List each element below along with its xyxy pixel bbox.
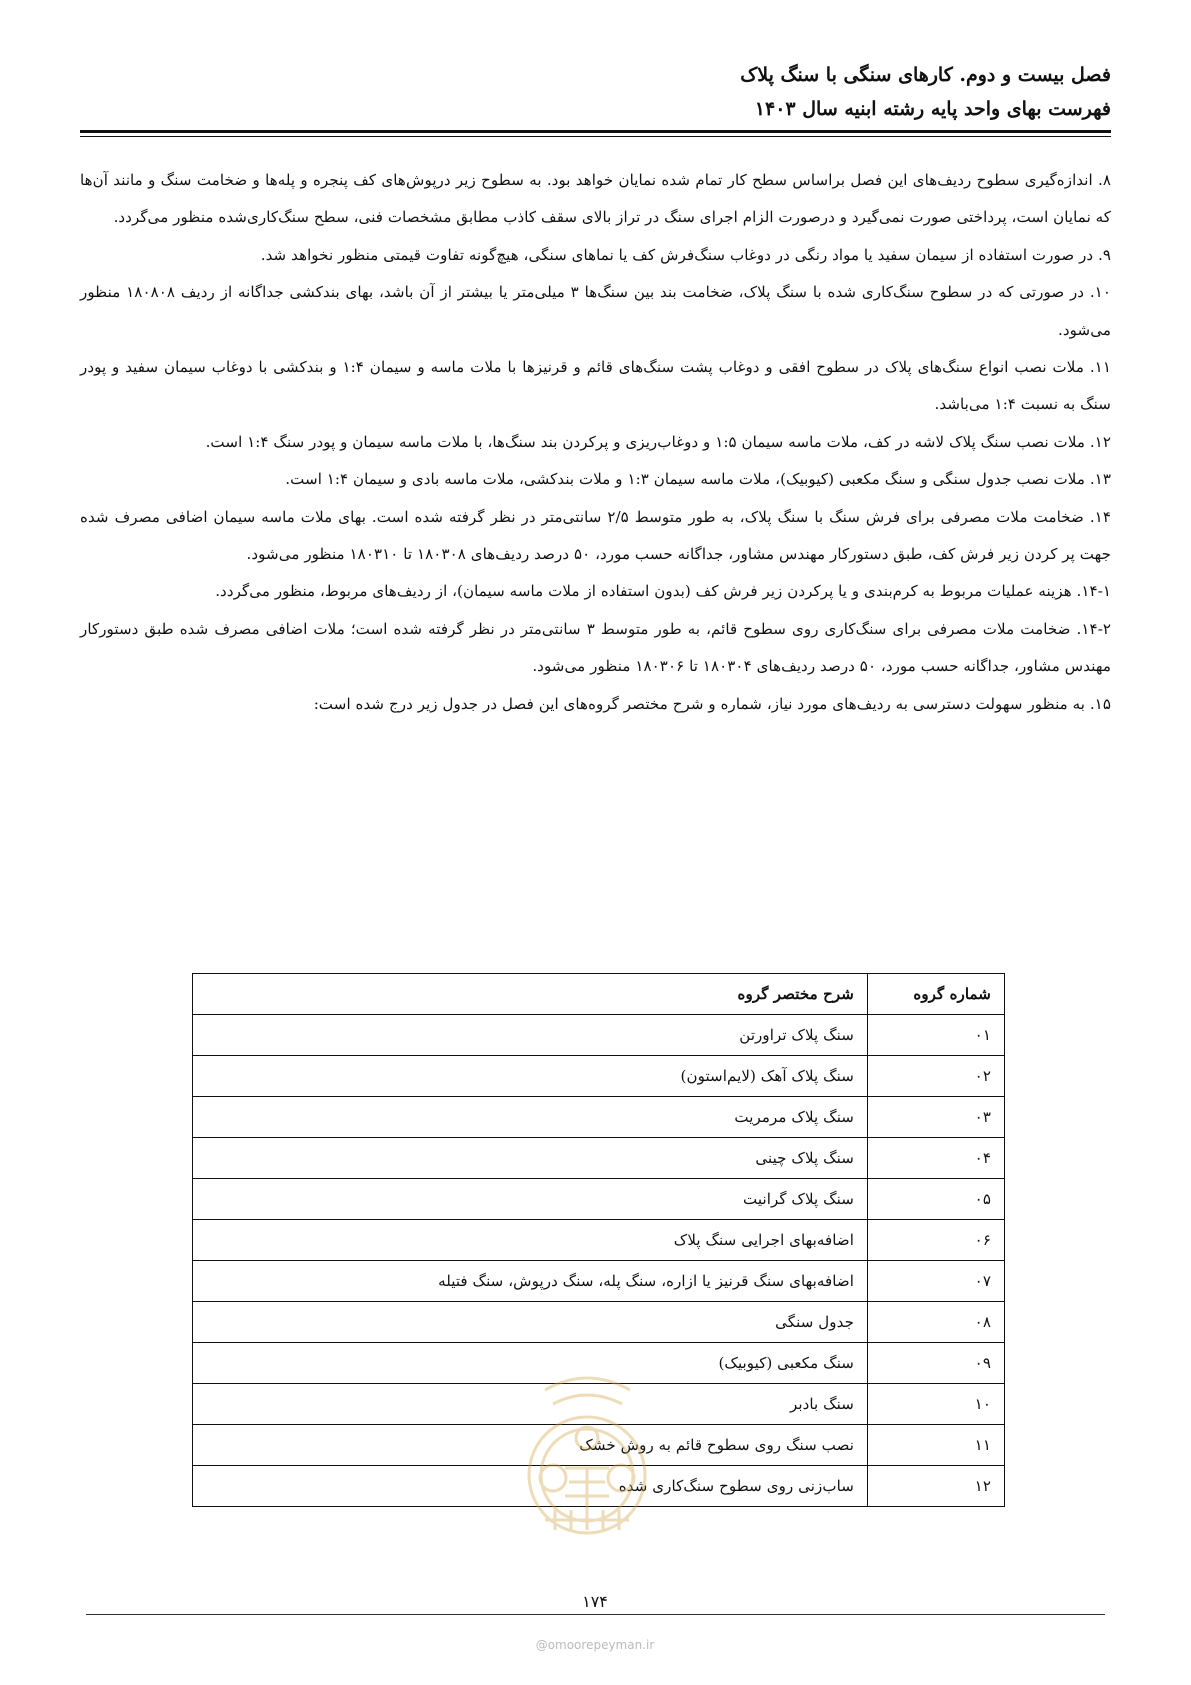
footer-rule	[86, 1614, 1105, 1615]
group-description: سنگ پلاک آهک (لایم‌استون)	[193, 1056, 868, 1097]
header-group-description: شرح مختصر گروه	[193, 974, 868, 1015]
group-number: ۰۴	[868, 1138, 1005, 1179]
group-description: سنگ پلاک تراورتن	[193, 1015, 868, 1056]
group-description: سنگ مکعبی (کیوبیک)	[193, 1343, 868, 1384]
price-list-title: فهرست بهای واحد پایه رشته ابنیه سال ۱۴۰۳	[754, 98, 1111, 120]
group-number: ۱۰	[868, 1384, 1005, 1425]
table-row	[193, 1015, 1005, 1056]
table-row	[193, 1097, 1005, 1138]
paragraph-13: ۱۳. ملات نصب جدول سنگی و سنگ مکعبی (کیوبیک)، ملات ماسه سیمان ۱:۳ و ملات بندکشی، ملات ماسه بادی و سیمان ۱:۴ است.	[285, 470, 1111, 489]
group-number: ۰۶	[868, 1220, 1005, 1261]
table-row	[193, 1179, 1005, 1220]
group-number: ۰۱	[868, 1015, 1005, 1056]
table-row	[193, 1138, 1005, 1179]
paragraph-15: ۱۵. به منظور سهولت دسترسی به ردیف‌های مورد نیاز، شماره و شرح مختصر گروه‌های این فصل در جدول زیر درج شده است:	[313, 694, 1111, 713]
group-description: اضافه‌بهای سنگ قرنیز یا ازاره، سنگ پله، سنگ درپوش، سنگ فتیله	[193, 1261, 868, 1302]
watermark-seal-icon	[505, 1370, 670, 1545]
group-description: ساب‌زنی روی سطوح سنگ‌کاری شده	[193, 1466, 868, 1507]
group-number: ۱۲	[868, 1466, 1005, 1507]
group-description: سنگ پلاک مرمریت	[193, 1097, 868, 1138]
header-group-number: شماره گروه	[868, 974, 1005, 1015]
group-number: ۰۳	[868, 1097, 1005, 1138]
header-rule-thin	[80, 136, 1111, 137]
table-row	[193, 1261, 1005, 1302]
paragraph-14: ۱۴. ضخامت ملات مصرفی برای فرش سنگ با سنگ پلاک، به طور متوسط ۲/۵ سانتی‌متر در نظر گرفته شده است. بهای ملات ماسه سیمان اضافی مصرف شده جهت پر کردن زیر فرش کف، طبق دستورکار مهندس مشاور، جداگانه حسب مورد، ۵۰ درصد ردیف‌های ۱۸۰۳۰۸ تا ۱۸۰۳۱۰ منظور می‌شود.	[80, 507, 1111, 564]
group-description: سنگ پلاک چینی	[193, 1138, 868, 1179]
group-number: ۱۱	[868, 1425, 1005, 1466]
chapter-title: فصل بیست و دوم. کارهای سنگی با سنگ پلاک	[740, 64, 1111, 86]
table-header-row	[193, 974, 1005, 1015]
group-number: ۰۲	[868, 1056, 1005, 1097]
body-text	[80, 162, 1111, 723]
table-row	[193, 1056, 1005, 1097]
website-watermark: @omoorepeyman.ir	[535, 1638, 655, 1652]
paragraph-10: ۱۰. در صورتی که در سطوح سنگ‌کاری شده با سنگ پلاک، ضخامت بند بین سنگ‌ها ۳ میلی‌متر یا بیشتر از آن باشد، بهای بندکشی جداگانه از ردیف ۱۸۰۸۰۸ منظور می‌شود.	[80, 283, 1111, 339]
group-description: اضافه‌بهای اجرایی سنگ پلاک	[193, 1220, 868, 1261]
paragraph-14-2: ۱۴-۲. ضخامت ملات مصرفی برای سنگ‌کاری روی سطوح قائم، به طور متوسط ۳ سانتی‌متر در نظر گرفته شده است؛ ملات اضافی مصرف شده طبق دستورکار مهندس مشاور، جداگانه حسب مورد، ۵۰ درصد ردیف‌های ۱۸۰۳۰۴ تا ۱۸۰۳۰۶ منظور می‌شود.	[80, 619, 1111, 676]
paragraph-14-1: ۱۴-۱. هزینه عملیات مربوط به کرم‌بندی و یا پرکردن زیر فرش کف (بدون استفاده از ملات ماسه سیمان)، از ردیف‌های مربوط، منظور می‌گردد.	[215, 582, 1111, 601]
group-number: ۰۷	[868, 1261, 1005, 1302]
group-description: سنگ بادبر	[193, 1384, 868, 1425]
group-description: نصب سنگ روی سطوح قائم به روش خشک	[193, 1425, 868, 1466]
page-header	[80, 58, 1111, 126]
group-number: ۰۵	[868, 1179, 1005, 1220]
paragraph-12: ۱۲. ملات نصب سنگ پلاک لاشه در کف، ملات ماسه سیمان ۱:۵ و دوغاب‌ریزی و پرکردن بند سنگ‌ها، با ملات ماسه سیمان و پودر سنگ ۱:۴ است.	[205, 432, 1111, 451]
group-description: جدول سنگی	[193, 1302, 868, 1343]
paragraph-11: ۱۱. ملات نصب انواع سنگ‌های پلاک در سطوح افقی و دوغاب پشت سنگ‌های قائم و قرنیزها با ملات ماسه و سیمان ۱:۴ و بندکشی با دوغاب سیمان سفید و پودر سنگ به نسبت ۱:۴ می‌باشد.	[80, 358, 1111, 414]
table-row	[193, 1220, 1005, 1261]
page-number: ۱۷۴	[582, 1592, 608, 1611]
group-number: ۰۹	[868, 1343, 1005, 1384]
table-row	[193, 1302, 1005, 1343]
header-rule-thick	[80, 130, 1111, 133]
group-description: سنگ پلاک گرانیت	[193, 1179, 868, 1220]
paragraph-8: ۸. اندازه‌گیری سطوح ردیف‌های این فصل براساس سطح کار تمام شده نمایان خواهد بود. به سطوح زیر درپوش‌های کف پنجره و پله‌ها و ضخامت سنگ و مانند آن‌ها که نمایان است، پرداختی صورت نمی‌گیرد و درصورت الزام اجرای سنگ در تراز بالای سقف کاذب مطابق مشخصات فنی، سطح سنگ‌کاری‌شده منظور می‌گردد.	[80, 171, 1111, 227]
paragraph-9: ۹. در صورت استفاده از سیمان سفید یا مواد رنگی در دوغاب سنگ‌فرش کف یا نماهای سنگی، هیچ‌گونه تفاوت قیمتی منظور نخواهد شد.	[260, 245, 1111, 264]
group-number: ۰۸	[868, 1302, 1005, 1343]
